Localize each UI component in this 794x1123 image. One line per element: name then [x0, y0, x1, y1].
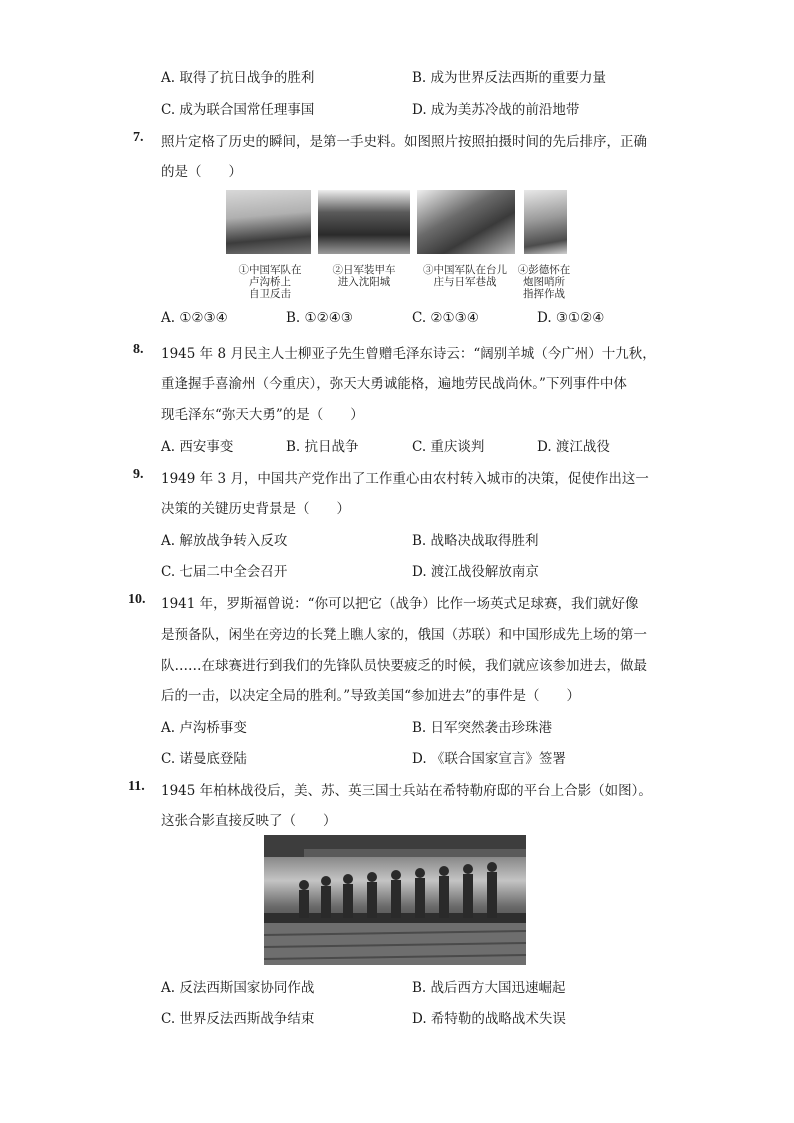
question-text: 是预备队，闲坐在旁边的长凳上瞧人家的，俄国（苏联）和中国形成先上场的第一 [161, 627, 647, 643]
q7-option-c[interactable]: C. ②①③④ [412, 310, 479, 326]
q6-option-c[interactable]: C. 成为联合国常任理事国 [161, 102, 315, 118]
q7-option-b[interactable]: B. ①②④③ [286, 310, 353, 326]
q6-option-d[interactable]: D. 成为美苏冷战的前沿地带 [412, 102, 580, 118]
q10-option-d[interactable]: D. 《联合国家宣言》签署 [412, 751, 566, 767]
question-number: 8. [133, 342, 144, 357]
question-text: 重逢握手喜渝州（今重庆），弥天大勇诚能格，遍地劳民战尚休。”下列事件中体 [161, 376, 627, 392]
photo-shenyang-armored-car [318, 190, 410, 254]
question-text: 1945 年 8 月民主人士柳亚子先生曾赠毛泽东诗云：“阔别羊城（今广州）十九秋， [161, 346, 656, 362]
photo-lugou-bridge [226, 190, 311, 254]
q8-option-d[interactable]: D. 渡江战役 [537, 439, 610, 455]
question-number: 7. [133, 130, 144, 145]
q11-option-b[interactable]: B. 战后西方大国迅速崛起 [412, 980, 566, 996]
question-text: 1945 年柏林战役后，美、苏、英三国士兵站在希特勒府邸的平台上合影（如图）。 [161, 783, 652, 799]
q9-option-a[interactable]: A. 解放战争转入反攻 [161, 533, 288, 549]
photo-peng-dehuai [524, 190, 567, 254]
caption-photo-4: ④彭德怀在 炮图哨所 指挥作战 [517, 264, 571, 300]
caption-photo-1: ①中国军队在 卢沟桥上 自卫反击 [238, 264, 302, 300]
caption-photo-3: ③中国军队在台儿 庄与日军巷战 [423, 264, 507, 288]
q10-option-c[interactable]: C. 诺曼底登陆 [161, 751, 247, 767]
photo-taierzhuang-street-battle [417, 190, 515, 254]
q8-option-c[interactable]: C. 重庆谈判 [412, 439, 485, 455]
q9-option-b[interactable]: B. 战略决战取得胜利 [412, 533, 539, 549]
q6-option-a[interactable]: A. 取得了抗日战争的胜利 [161, 70, 315, 86]
q8-option-a[interactable]: A. 西安事变 [161, 439, 234, 455]
question-text: 后的一击，以决定全局的胜利。”导致美国“参加进去”的事件是（ ） [161, 688, 580, 704]
question-text: 照片定格了历史的瞬间，是第一手史料。如图照片按照拍摄时间的先后排序，正确 [161, 134, 647, 150]
question-text: 决策的关键历史背景是（ ） [161, 501, 350, 517]
q9-option-c[interactable]: C. 七届二中全会召开 [161, 564, 288, 580]
question-number: 11. [128, 779, 145, 794]
question-number: 9. [133, 467, 144, 482]
question-text: 的是（ ） [161, 164, 242, 180]
q7-option-d[interactable]: D. ③①②④ [537, 310, 605, 326]
q7-option-a[interactable]: A. ①②③④ [161, 310, 228, 326]
question-text: 现毛泽东“弥天大勇”的是（ ） [161, 407, 364, 423]
photo-soldiers-berlin [264, 835, 526, 965]
question-text: 这张合影直接反映了（ ） [161, 813, 337, 829]
question-text: 1949 年 3 月，中国共产党作出了工作重心由农村转入城市的决策，促使作出这一 [161, 471, 649, 487]
q8-option-b[interactable]: B. 抗日战争 [286, 439, 359, 455]
caption-photo-2: ②日军装甲车 进入沈阳城 [332, 264, 396, 288]
q11-option-d[interactable]: D. 希特勒的战略战术失误 [412, 1011, 566, 1027]
q6-option-b[interactable]: B. 成为世界反法西斯的重要力量 [412, 70, 607, 86]
question-text: 1941 年，罗斯福曾说：“你可以把它（战争）比作一场英式足球赛，我们就好像 [161, 596, 639, 612]
question-number: 10. [128, 592, 146, 607]
q11-option-c[interactable]: C. 世界反法西斯战争结束 [161, 1011, 315, 1027]
q11-option-a[interactable]: A. 反法西斯国家协同作战 [161, 980, 315, 996]
q9-option-d[interactable]: D. 渡江战役解放南京 [412, 564, 539, 580]
q10-option-a[interactable]: A. 卢沟桥事变 [161, 720, 247, 736]
q10-option-b[interactable]: B. 日军突然袭击珍珠港 [412, 720, 553, 736]
question-text: 队……在球赛进行到我们的先锋队员快要疲乏的时候，我们就应该参加进去，做最 [161, 658, 647, 674]
